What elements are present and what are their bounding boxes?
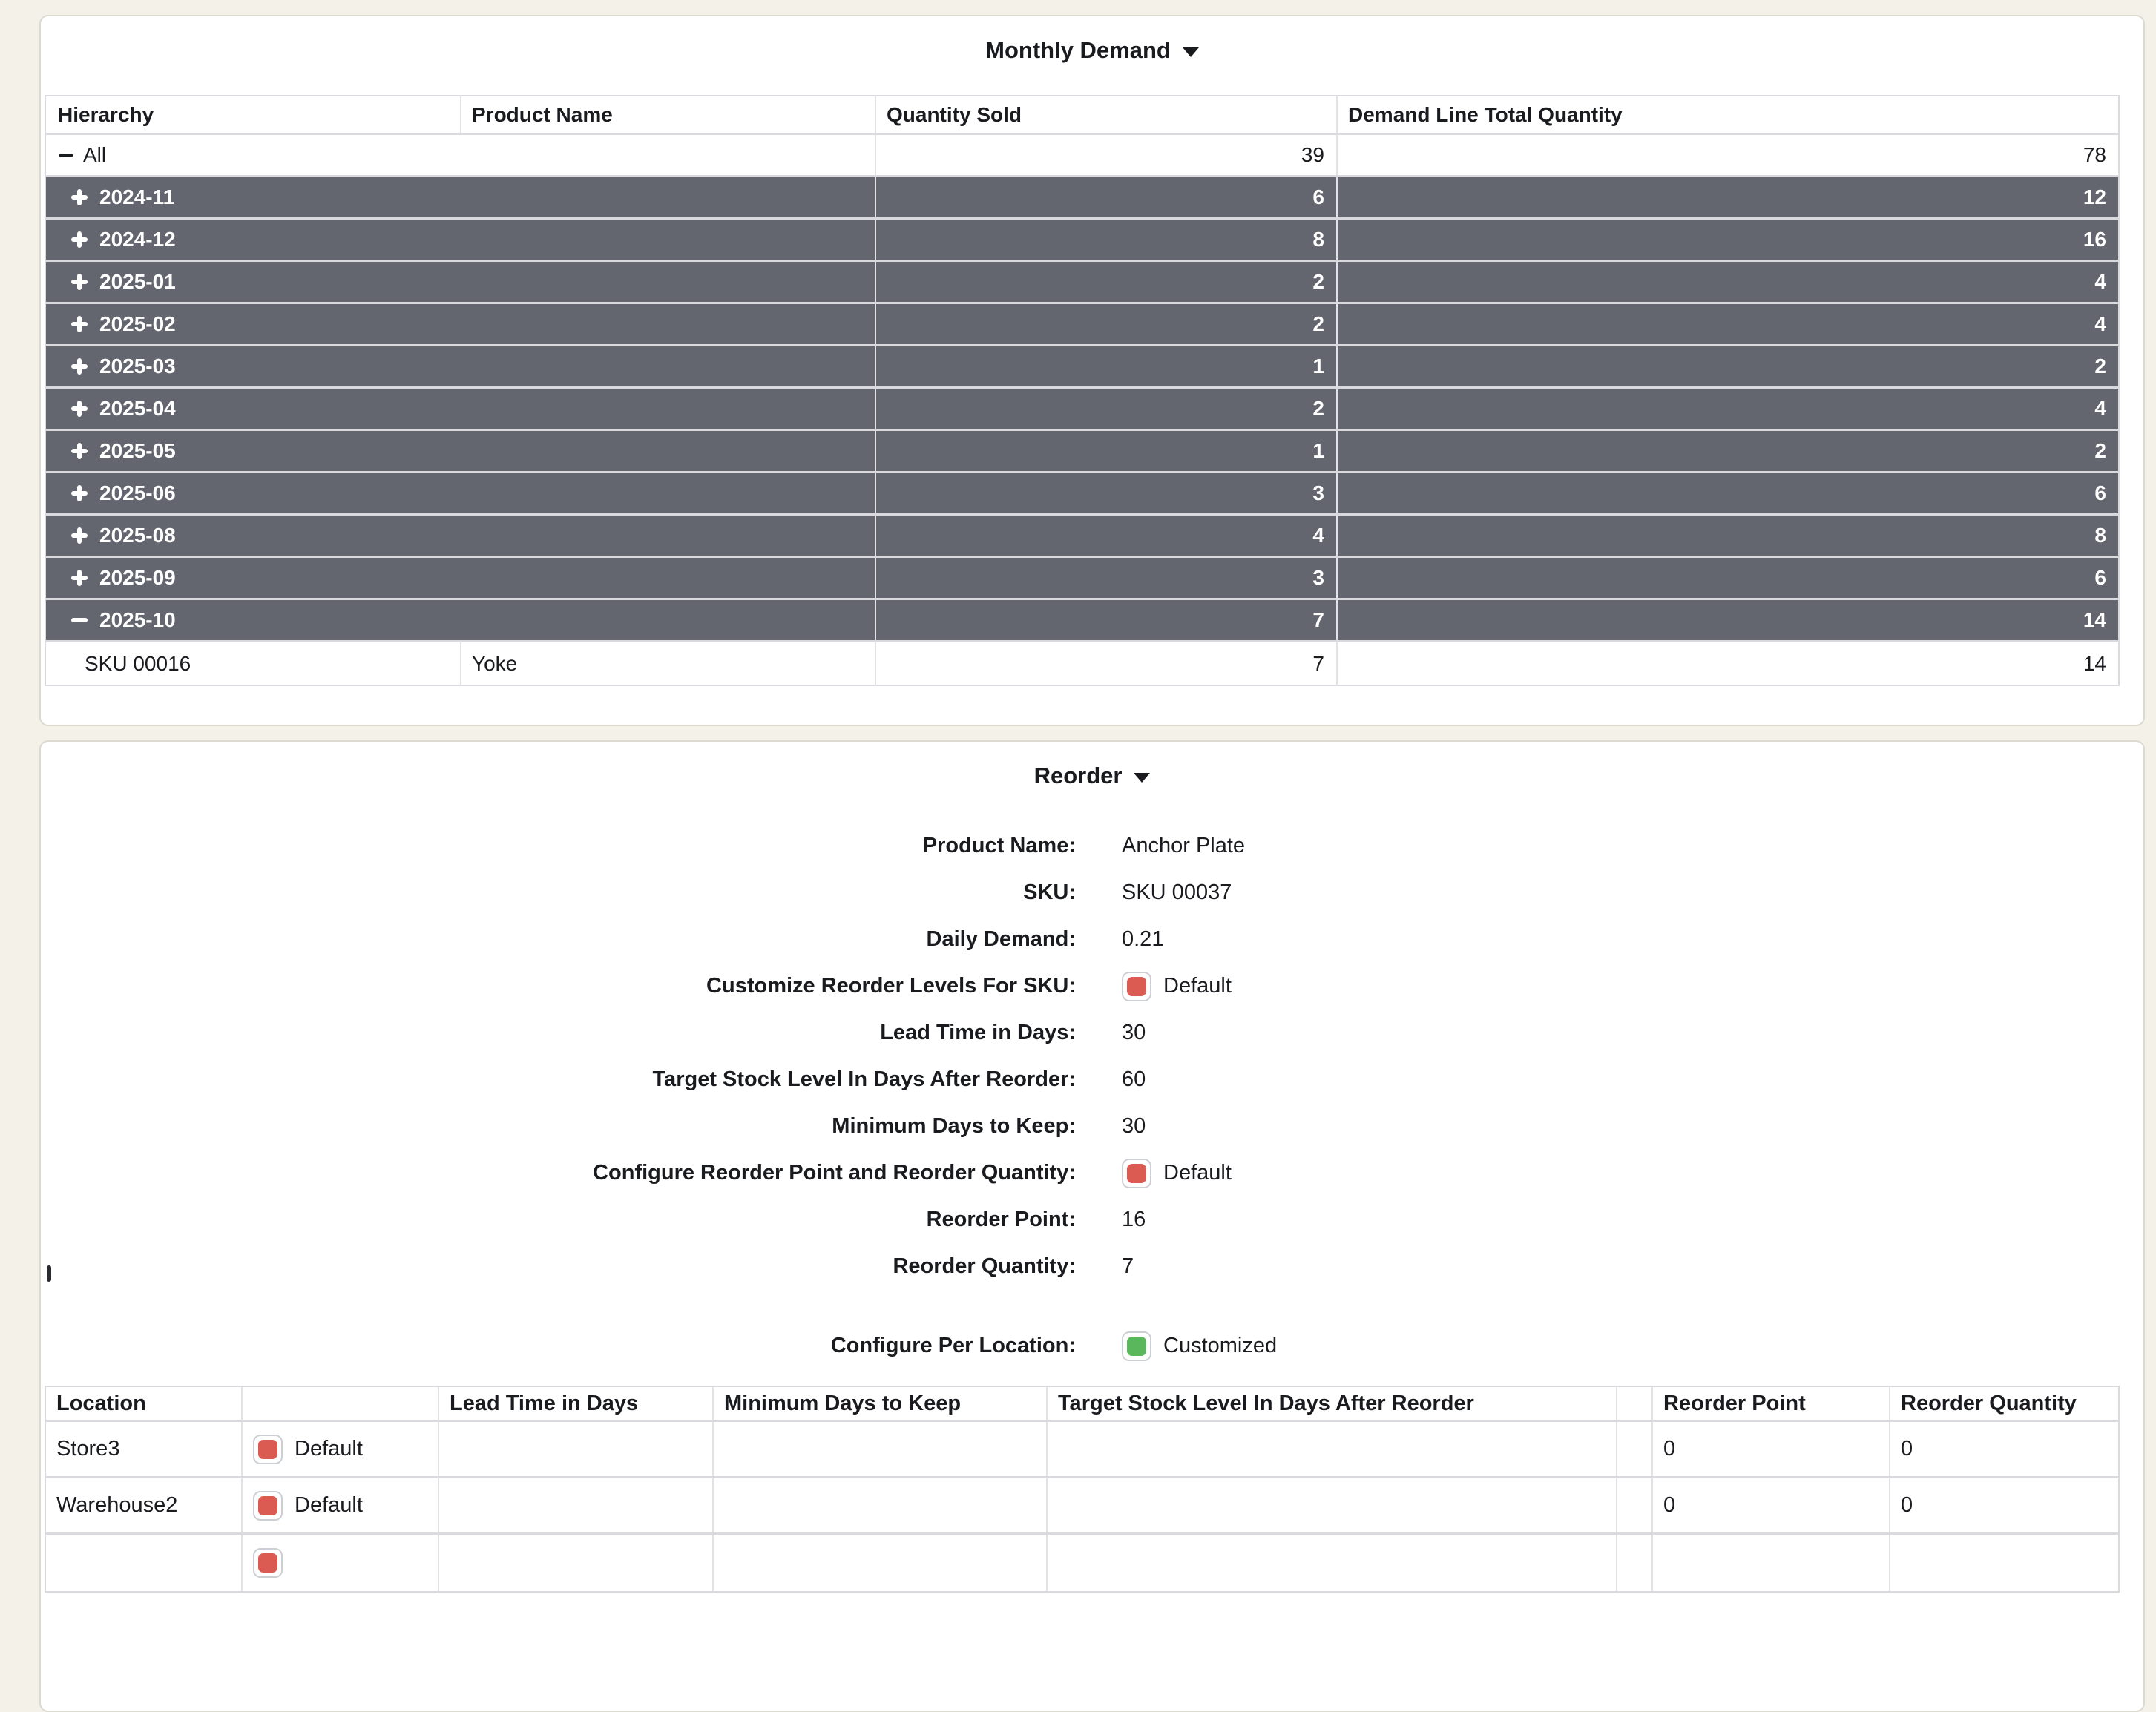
hierarchy-label: 2025-08 bbox=[99, 524, 176, 547]
reorder-field-row bbox=[41, 1196, 2143, 1243]
quantity-sold-cell: 6 bbox=[876, 177, 1338, 217]
demand-total-cell: 2 bbox=[2094, 355, 2106, 378]
field-value-text: 7 bbox=[1122, 1254, 1134, 1278]
demand-row-2025-09[interactable] bbox=[46, 558, 2118, 600]
demand-row-all[interactable] bbox=[46, 135, 2118, 177]
demand-total-cell: 14 bbox=[2083, 608, 2106, 631]
hierarchy-cell[interactable] bbox=[46, 135, 876, 175]
chevron-down-icon bbox=[1183, 47, 1199, 57]
lead-time-cell[interactable] bbox=[439, 1422, 714, 1476]
location-status-cell bbox=[243, 1422, 439, 1476]
col-header-min-days: Minimum Days to Keep bbox=[714, 1387, 1048, 1420]
expand-plus-icon[interactable] bbox=[71, 443, 88, 459]
field-label: Lead Time in Days: bbox=[880, 1021, 1076, 1044]
expand-plus-icon[interactable] bbox=[71, 401, 88, 417]
spacer-cell bbox=[1617, 1478, 1653, 1532]
col-header-lead-time: Lead Time in Days bbox=[439, 1387, 714, 1420]
location-status-text: Default bbox=[295, 1493, 363, 1517]
reorder-quantity-cell: 0 bbox=[1901, 1493, 1913, 1517]
checkbox-fill bbox=[258, 1440, 277, 1459]
checkbox-fill bbox=[1127, 977, 1146, 996]
quantity-sold-cell: 39 bbox=[876, 135, 1338, 175]
status-checkbox[interactable] bbox=[1122, 972, 1151, 1001]
collapse-minus-icon[interactable] bbox=[59, 148, 73, 162]
chevron-down-icon bbox=[1134, 773, 1150, 783]
field-label: SKU: bbox=[1023, 880, 1076, 904]
spacer-cell bbox=[1617, 1422, 1653, 1476]
location-status-cell bbox=[243, 1535, 439, 1591]
hierarchy-cell[interactable] bbox=[46, 558, 876, 598]
col-header-quantity-sold: Quantity Sold bbox=[876, 96, 1338, 133]
field-value bbox=[1122, 1208, 1146, 1232]
demand-row-2025-02[interactable] bbox=[46, 304, 2118, 346]
location-row-warehouse2 bbox=[46, 1478, 2118, 1535]
location-name-cell bbox=[46, 1535, 243, 1591]
quantity-sold-cell: 2 bbox=[876, 262, 1338, 302]
quantity-sold-cell: 2 bbox=[876, 389, 1338, 429]
location-table-body bbox=[46, 1422, 2118, 1591]
demand-row-2025-08[interactable] bbox=[46, 516, 2118, 558]
min-days-cell[interactable] bbox=[714, 1478, 1048, 1532]
hierarchy-cell[interactable] bbox=[46, 177, 876, 217]
reorder-title-dropdown[interactable] bbox=[41, 763, 2143, 789]
demand-total-cell: 8 bbox=[2094, 524, 2106, 547]
per-location-value: Customized bbox=[1163, 1334, 1278, 1357]
demand-total-cell: 16 bbox=[2083, 228, 2106, 251]
location-status-checkbox[interactable] bbox=[253, 1548, 283, 1578]
reorder-quantity-cell: 0 bbox=[1901, 1437, 1913, 1461]
col-header-blank bbox=[243, 1387, 439, 1420]
field-value-text: 16 bbox=[1122, 1208, 1146, 1231]
quantity-sold-cell: 1 bbox=[876, 431, 1338, 471]
stray-tick-mark bbox=[47, 1265, 51, 1282]
demand-row-2025-04[interactable] bbox=[46, 389, 2118, 431]
demand-total-cell: 4 bbox=[2094, 397, 2106, 420]
per-location-checkbox[interactable] bbox=[1122, 1331, 1151, 1361]
quantity-sold-cell: 7 bbox=[876, 600, 1338, 640]
demand-row-2024-12[interactable] bbox=[46, 220, 2118, 262]
expand-plus-icon[interactable] bbox=[71, 274, 88, 290]
field-value-text: 0.21 bbox=[1122, 927, 1164, 951]
field-label: Target Stock Level In Days After Reorder: bbox=[652, 1067, 1076, 1091]
sku-cell: SKU 00016 bbox=[46, 642, 461, 685]
col-header-reorder-point: Reorder Point bbox=[1653, 1387, 1890, 1420]
quantity-sold-cell: 7 bbox=[876, 642, 1338, 685]
min-days-cell[interactable] bbox=[714, 1535, 1048, 1591]
quantity-sold-cell: 8 bbox=[876, 220, 1338, 260]
hierarchy-label: All bbox=[83, 143, 107, 166]
location-status-checkbox[interactable] bbox=[253, 1435, 283, 1464]
hierarchy-cell[interactable] bbox=[46, 389, 876, 429]
quantity-sold-cell: 2 bbox=[876, 304, 1338, 344]
field-value bbox=[1122, 834, 1245, 858]
hierarchy-cell[interactable] bbox=[46, 516, 876, 556]
location-name-cell: Warehouse2 bbox=[46, 1478, 243, 1532]
location-status-text: Default bbox=[295, 1437, 363, 1461]
demand-row-2025-03[interactable] bbox=[46, 346, 2118, 389]
hierarchy-label: 2025-05 bbox=[99, 439, 176, 462]
reorder-panel bbox=[39, 740, 2145, 1712]
expand-plus-icon[interactable] bbox=[71, 527, 88, 544]
expand-plus-icon[interactable] bbox=[71, 189, 88, 205]
checkbox-fill bbox=[258, 1496, 277, 1515]
col-header-demand-line-total: Demand Line Total Quantity bbox=[1348, 102, 1623, 126]
reorder-field-row bbox=[41, 916, 2143, 963]
status-checkbox[interactable] bbox=[1122, 1159, 1151, 1188]
quantity-sold-cell: 3 bbox=[876, 473, 1338, 513]
demand-table-header bbox=[46, 96, 2118, 135]
field-value-text: Anchor Plate bbox=[1122, 834, 1246, 857]
min-days-cell[interactable] bbox=[714, 1422, 1048, 1476]
field-value bbox=[1122, 1067, 1146, 1092]
field-value bbox=[1122, 1331, 1277, 1361]
quantity-sold-cell: 3 bbox=[876, 558, 1338, 598]
demand-total-cell: 78 bbox=[2083, 143, 2106, 166]
field-label: Daily Demand: bbox=[926, 927, 1076, 951]
field-label: Minimum Days to Keep: bbox=[832, 1114, 1076, 1138]
hierarchy-cell[interactable] bbox=[46, 600, 876, 640]
reorder-field-row bbox=[41, 1010, 2143, 1056]
location-name-cell: Store3 bbox=[46, 1422, 243, 1476]
expand-plus-icon[interactable] bbox=[71, 316, 88, 332]
location-status-checkbox[interactable] bbox=[253, 1491, 283, 1521]
lead-time-cell[interactable] bbox=[439, 1535, 714, 1591]
field-value-text: 30 bbox=[1122, 1114, 1146, 1138]
demand-total-cell: 14 bbox=[2083, 651, 2106, 675]
reorder-quantity-cell bbox=[1890, 1535, 2118, 1591]
checkbox-fill bbox=[258, 1553, 277, 1573]
panel-title-text: Monthly Demand bbox=[985, 37, 1171, 63]
col-header-location: Location bbox=[46, 1387, 243, 1420]
hierarchy-cell[interactable] bbox=[46, 304, 876, 344]
field-label: Reorder Quantity: bbox=[893, 1254, 1076, 1278]
field-label: Configure Per Location: bbox=[830, 1334, 1076, 1357]
collapse-minus-icon[interactable] bbox=[71, 612, 88, 628]
demand-total-cell: 6 bbox=[2094, 481, 2106, 504]
demand-total-cell: 4 bbox=[2094, 312, 2106, 335]
expand-plus-icon[interactable] bbox=[71, 231, 88, 248]
reorder-field-row bbox=[41, 869, 2143, 916]
product-name-cell: Yoke bbox=[461, 642, 876, 685]
expand-plus-icon[interactable] bbox=[71, 485, 88, 501]
quantity-sold-cell: 1 bbox=[876, 346, 1338, 386]
field-value bbox=[1122, 972, 1232, 1001]
field-label: Configure Reorder Point and Reorder Quantity: bbox=[593, 1161, 1076, 1185]
quantity-sold-cell: 4 bbox=[876, 516, 1338, 556]
field-value bbox=[1122, 1159, 1232, 1188]
col-header-spacer bbox=[1617, 1387, 1653, 1420]
reorder-point-cell bbox=[1653, 1535, 1890, 1591]
demand-row-sku bbox=[46, 642, 2118, 685]
field-value-text: SKU 00037 bbox=[1122, 880, 1232, 904]
hierarchy-label: 2025-06 bbox=[99, 481, 176, 504]
field-value-text: 30 bbox=[1122, 1021, 1146, 1044]
demand-total-cell: 4 bbox=[2094, 270, 2106, 293]
col-header-hierarchy: Hierarchy bbox=[46, 96, 461, 133]
location-table-header bbox=[46, 1387, 2118, 1422]
col-header-target-stock: Target Stock Level In Days After Reorder bbox=[1048, 1387, 1617, 1420]
hierarchy-label: 2024-12 bbox=[99, 228, 176, 251]
lead-time-cell[interactable] bbox=[439, 1478, 714, 1532]
hierarchy-label: 2025-10 bbox=[99, 608, 176, 631]
checkbox-fill bbox=[1127, 1164, 1146, 1183]
field-label: Reorder Point: bbox=[926, 1208, 1076, 1231]
hierarchy-label: 2024-11 bbox=[99, 185, 175, 208]
field-label: Customize Reorder Levels For SKU: bbox=[706, 974, 1076, 998]
location-status-cell bbox=[243, 1478, 439, 1532]
target-stock-cell[interactable] bbox=[1048, 1478, 1617, 1532]
reorder-field-row bbox=[41, 1150, 2143, 1196]
hierarchy-label: 2025-01 bbox=[99, 270, 176, 293]
demand-total-cell: 6 bbox=[2094, 566, 2106, 589]
field-value-text: Default bbox=[1163, 1161, 1232, 1185]
configure-per-location-row bbox=[41, 1323, 2143, 1369]
demand-row-2024-11[interactable] bbox=[46, 177, 2118, 220]
hierarchy-cell[interactable] bbox=[46, 262, 876, 302]
location-row-store3 bbox=[46, 1422, 2118, 1478]
monthly-demand-table bbox=[45, 95, 2120, 686]
demand-total-cell: 12 bbox=[2083, 185, 2106, 208]
field-value bbox=[1122, 1114, 1146, 1139]
hierarchy-cell[interactable] bbox=[46, 220, 876, 260]
reorder-field-row bbox=[41, 823, 2143, 869]
demand-row-2025-06[interactable] bbox=[46, 473, 2118, 516]
reorder-field-row bbox=[41, 1103, 2143, 1150]
expand-plus-icon[interactable] bbox=[71, 358, 88, 375]
field-value bbox=[1122, 1254, 1134, 1279]
col-header-reorder-quantity: Reorder Quantity bbox=[1901, 1391, 2077, 1415]
demand-row-2025-10[interactable] bbox=[46, 600, 2118, 642]
spacer-cell bbox=[1617, 1535, 1653, 1591]
reorder-field-row bbox=[41, 963, 2143, 1010]
reorder-field-row bbox=[41, 1056, 2143, 1103]
panel-title-text: Reorder bbox=[1033, 763, 1123, 788]
hierarchy-label: 2025-04 bbox=[99, 397, 176, 420]
reorder-point-cell: 0 bbox=[1653, 1422, 1890, 1476]
hierarchy-label: 2025-09 bbox=[99, 566, 176, 589]
field-value bbox=[1122, 927, 1163, 952]
demand-row-2025-05[interactable] bbox=[46, 431, 2118, 473]
field-value bbox=[1122, 1021, 1146, 1045]
hierarchy-label: 2025-03 bbox=[99, 355, 176, 378]
hierarchy-cell[interactable] bbox=[46, 473, 876, 513]
reorder-point-cell: 0 bbox=[1653, 1478, 1890, 1532]
hierarchy-cell[interactable] bbox=[46, 431, 876, 471]
field-value-text: Default bbox=[1163, 974, 1232, 998]
field-value-text: 60 bbox=[1122, 1067, 1146, 1091]
hierarchy-label: 2025-02 bbox=[99, 312, 176, 335]
monthly-demand-title-dropdown[interactable] bbox=[41, 37, 2143, 64]
location-row-partial bbox=[46, 1535, 2118, 1591]
reorder-fields bbox=[41, 823, 2143, 1290]
field-label: Product Name: bbox=[922, 834, 1076, 857]
demand-total-cell: 2 bbox=[2094, 439, 2106, 462]
reorder-field-row bbox=[41, 1243, 2143, 1290]
target-stock-cell[interactable] bbox=[1048, 1535, 1617, 1591]
target-stock-cell[interactable] bbox=[1048, 1422, 1617, 1476]
monthly-demand-panel bbox=[39, 15, 2145, 726]
demand-table-body bbox=[46, 135, 2118, 685]
field-value bbox=[1122, 880, 1232, 905]
location-table bbox=[45, 1386, 2120, 1593]
demand-row-2025-01[interactable] bbox=[46, 262, 2118, 304]
expand-plus-icon[interactable] bbox=[71, 570, 88, 586]
hierarchy-cell[interactable] bbox=[46, 346, 876, 386]
checkbox-fill-green bbox=[1127, 1337, 1146, 1356]
col-header-product-name: Product Name bbox=[461, 96, 876, 133]
